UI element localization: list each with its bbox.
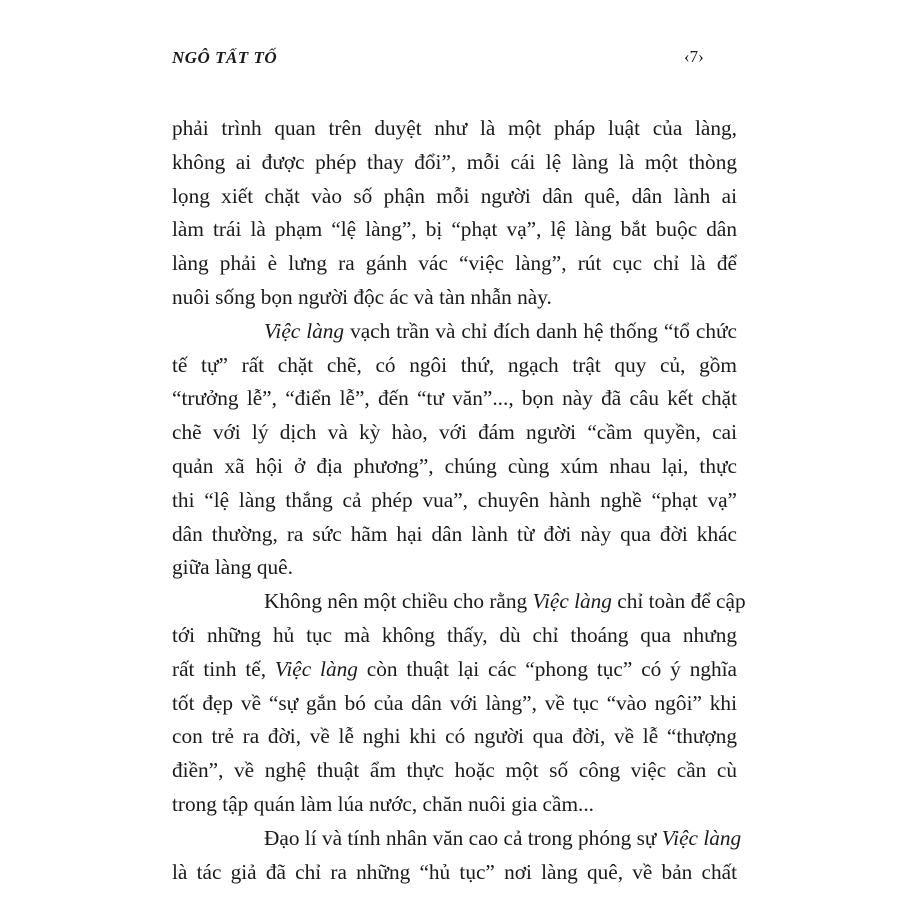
running-head-author: NGÔ TẤT TỐ <box>172 48 278 67</box>
text-line: tế tự” rất chặt chẽ, có ngôi thứ, ngạch trật quy củ, gồm <box>172 352 737 377</box>
text-line: giữa làng quê. <box>172 555 293 580</box>
text-line: “trưởng lễ”, “điển lễ”, đến “tư văn”..., bọn này đã câu kết chặt <box>172 386 737 411</box>
text-line: dân thường, ra sức hãm hại dân lành từ đời này qua đời khác <box>172 521 737 546</box>
text-line: Đạo lí và tính nhân văn cao cả trong phóng sự Việc làng <box>264 825 742 850</box>
text-line: Việc làng vạch trần và chỉ đích danh hệ thống “tổ chức <box>264 318 738 343</box>
text-line: lọng xiết chặt vào số phận mỗi người dân quê, dân lành ai <box>172 183 737 208</box>
text-line: trong tập quán làm lúa nước, chăn nuôi gia cầm... <box>172 791 594 816</box>
text-line: điền”, về nghệ thuật ẩm thực hoặc một số công việc cần cù <box>172 758 737 783</box>
text-line: tốt đẹp về “sự gắn bó của dân với làng”, về tục “vào ngôi” khi <box>172 690 737 715</box>
text-line: chẽ với lý dịch và kỳ hào, với đám người “cầm quyền, cai <box>172 420 737 445</box>
text-line: thi “lệ làng thắng cả phép vua”, chuyên hành nghề “phạt vạ” <box>172 487 737 512</box>
paragraph-2 <box>172 315 737 585</box>
text-line: Không nên một chiều cho rằng Việc làng chỉ toàn để cập <box>264 589 746 614</box>
book-title-italic: Việc làng <box>532 589 612 614</box>
book-title-italic: Việc làng <box>264 318 345 343</box>
paragraph-4 <box>172 822 742 890</box>
text-line: làm trái là phạm “lệ làng”, bị “phạt vạ”, lệ làng bắt buộc dân <box>172 217 737 242</box>
text-line: không ai được phép thay đổi”, mỗi cái lệ làng là một thòng <box>172 149 737 174</box>
page-number: ‹7› <box>684 47 704 66</box>
text-line: nuôi sống bọn người độc ác và tàn nhẫn này. <box>172 284 552 309</box>
text-line: làng phải è lưng ra gánh vác “việc làng”, rút cục chỉ là để <box>172 251 737 276</box>
body-text <box>172 112 746 889</box>
text-line: con trẻ ra đời, về lễ nghi khi có người qua đời, về lễ “thượng <box>172 724 737 749</box>
text-line: rất tinh tế, Việc làng còn thuật lại các “phong tục” có ý nghĩa <box>172 656 738 681</box>
text-line: quản xã hội ở địa phương”, chúng cùng xúm nhau lại, thực <box>172 453 737 478</box>
book-title-italic: Việc làng <box>661 825 742 850</box>
text-line: phải trình quan trên duyệt như là một pháp luật của làng, <box>172 116 737 140</box>
paragraph-3 <box>172 585 746 822</box>
text-line: là tác giả đã chỉ ra những “hủ tục” nơi làng quê, về bản chất <box>172 859 737 884</box>
text-line: tới những hủ tục mà không thấy, dù chỉ thoáng qua nhưng <box>172 622 737 647</box>
book-title-italic: Việc làng <box>274 656 358 681</box>
paragraph-1 <box>172 112 737 315</box>
